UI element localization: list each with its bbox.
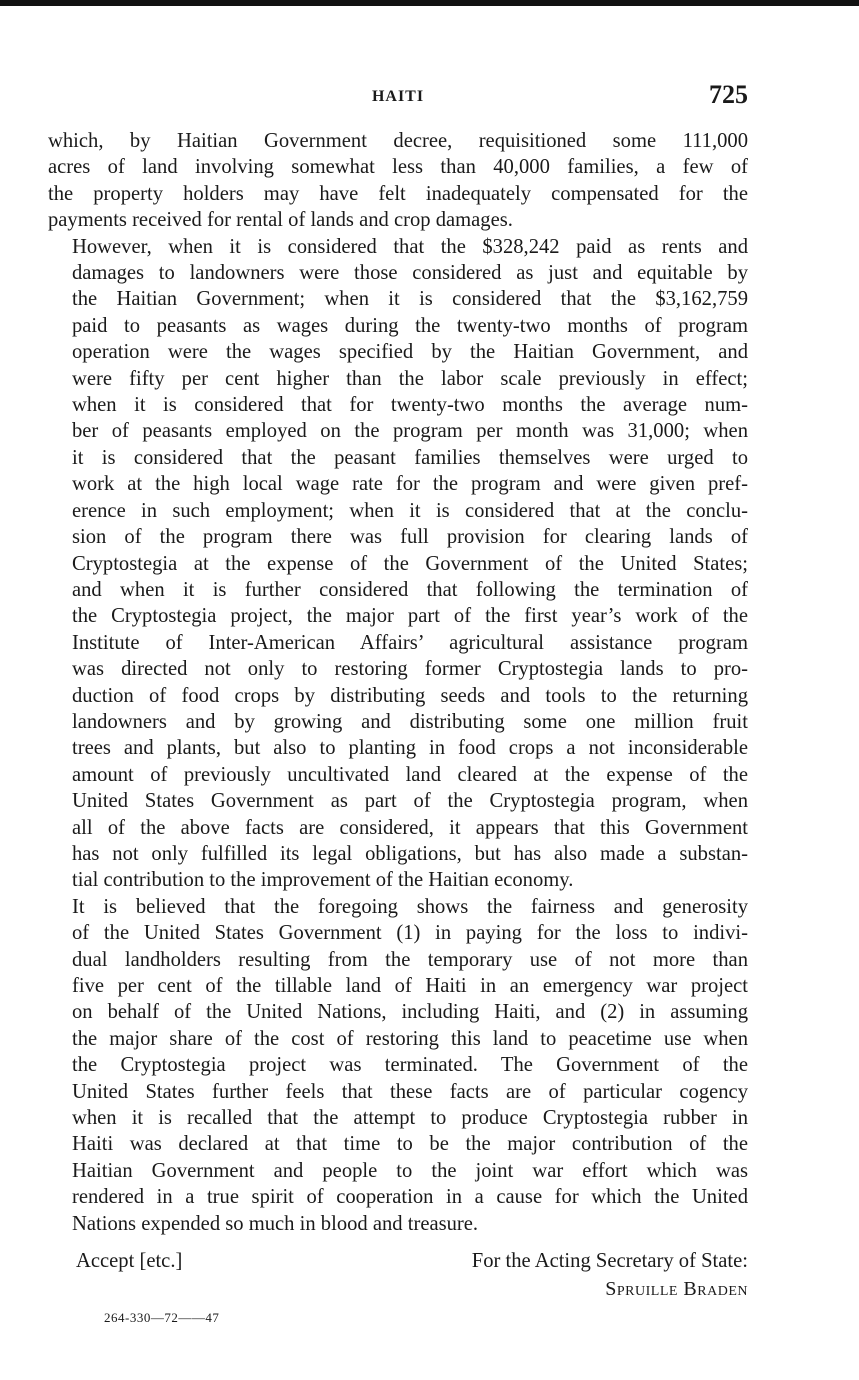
text-line: tial contribution to the improvement of the Haitian economy. — [72, 869, 574, 892]
text-line: work at the high local wage rate for the program and were given pref- — [72, 473, 748, 496]
complimentary-close: Accept [etc.] — [76, 1250, 183, 1272]
body-text — [48, 128, 748, 1237]
text-line: United States further feels that these facts are of particular cogency — [72, 1080, 748, 1103]
printer-signature-code: 264-330—72——47 — [104, 1310, 220, 1325]
text-line: However, when it is considered that the $328,242 paid as rents and — [72, 235, 748, 258]
text-line: sion of the program there was full provision for clearing lands of — [72, 526, 748, 549]
text-line: Cryptostegia at the expense of the Government of the United States; — [72, 552, 748, 575]
text-line: when it is considered that for twenty-two months the average num- — [72, 394, 748, 417]
text-line: the Cryptostegia project was terminated. The Government of the — [72, 1054, 748, 1077]
text-line: of the United States Government (1) in paying for the loss to indivi- — [72, 922, 748, 945]
letter-closing — [48, 1248, 748, 1308]
text-line: Haiti was declared at that time to be the major contribution of the — [72, 1133, 748, 1156]
text-line: Nations expended so much in blood and treasure. — [72, 1212, 479, 1235]
page-number: 725 — [709, 80, 748, 109]
text-line: was directed not only to restoring former Cryptostegia lands to pro- — [72, 658, 748, 681]
text-line: United States Government as part of the Cryptostegia program, when — [72, 790, 748, 813]
text-line: five per cent of the tillable land of Haiti in an emergency war project — [72, 975, 748, 997]
text-line: the Haitian Government; when it is considered that the $3,162,759 — [72, 288, 748, 311]
text-line: the property holders may have felt inadequately compensated for the — [48, 182, 748, 205]
text-line: damages to landowners were those considered as just and equitable by — [72, 262, 748, 285]
text-line: landowners and by growing and distributing some one million fruit — [72, 710, 748, 733]
text-line: Institute of Inter-American Affairs’ agricultural assistance program — [72, 631, 748, 654]
text-line: when it is recalled that the attempt to produce Cryptostegia rubber in — [72, 1107, 748, 1130]
text-line: which, by Haitian Government decree, requisitioned some 111,000 — [48, 130, 748, 152]
text-line: ber of peasants employed on the program per month was 31,000; when — [72, 420, 748, 443]
text-line: It is believed that the foregoing shows the fairness and generosity — [72, 895, 748, 918]
top-border-rule — [0, 0, 859, 6]
text-line: has not only fulfilled its legal obligations, but has also made a substan- — [72, 842, 748, 865]
text-line: dual landholders resulting from the temporary use of not more than — [72, 948, 748, 971]
text-line: the major share of the cost of restoring this land to peacetime use when — [72, 1027, 748, 1050]
text-line: Haitian Government and people to the joint war effort which was — [72, 1159, 748, 1182]
running-head: HAITI — [371, 88, 425, 105]
text-line: and when it is further considered that following the termination of — [72, 578, 748, 601]
text-line: amount of previously uncultivated land cleared at the expense of the — [72, 763, 748, 786]
text-line: paid to peasants as wages during the twenty-two months of program — [72, 314, 748, 337]
paragraph-3 — [48, 894, 748, 1237]
paragraph-2 — [48, 234, 748, 894]
text-line: the Cryptostegia project, the major part of the first year’s work of the — [72, 605, 748, 628]
text-line: it is considered that the peasant families themselves were urged to — [72, 446, 748, 469]
text-line: on behalf of the United Nations, including Haiti, and (2) in assuming — [72, 1001, 748, 1024]
paragraph-1 — [48, 128, 748, 234]
text-line: acres of land involving somewhat less than 40,000 families, a few of — [48, 156, 748, 179]
text-line: erence in such employment; when it is considered that at the conclu- — [72, 499, 748, 522]
text-line: payments received for rental of lands and crop damages. — [48, 209, 513, 232]
signer-role: For the Acting Secretary of State: — [471, 1250, 748, 1272]
text-line: operation were the wages specified by the Haitian Government, and — [72, 341, 748, 364]
text-line: were fifty per cent higher than the labor scale previously in effect; — [72, 367, 748, 390]
page-header — [48, 80, 748, 116]
text-line: duction of food crops by distributing seeds and tools to the returning — [72, 684, 748, 707]
text-line: all of the above facts are considered, it appears that this Government — [72, 816, 748, 839]
signer-name: Spruille Braden — [605, 1278, 748, 1300]
text-line: rendered in a true spirit of cooperation in a cause for which the United — [72, 1186, 748, 1209]
text-line: trees and plants, but also to planting in food crops a not inconsiderable — [72, 737, 748, 760]
